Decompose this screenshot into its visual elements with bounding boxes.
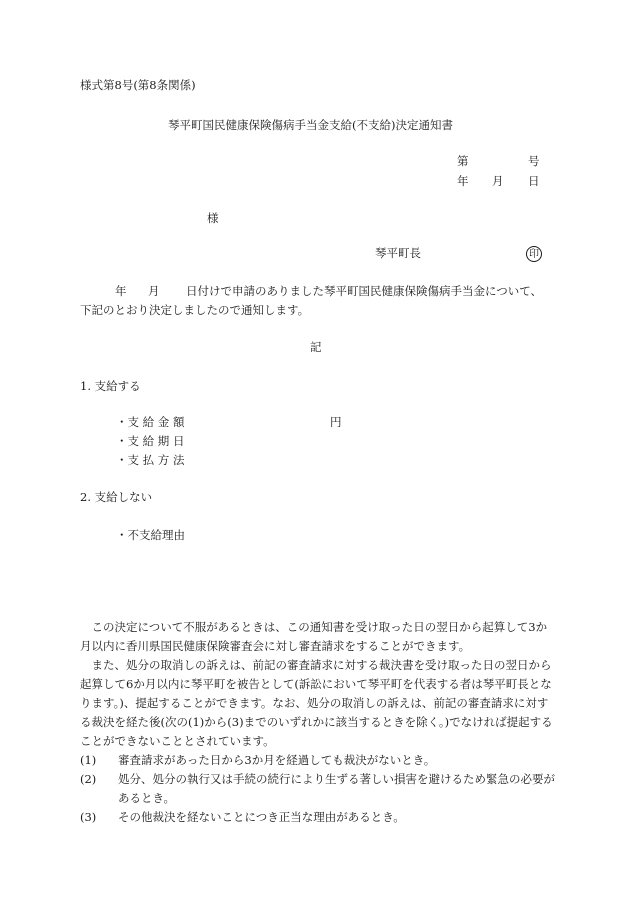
notice-block: [80, 618, 555, 827]
notice-item-text: その他裁決を経ないことにつき正当な理由があるとき。: [118, 810, 405, 824]
seal-icon: 印: [526, 246, 542, 262]
sender: 琴平町長: [375, 246, 421, 260]
date-month: 月: [492, 174, 504, 188]
payment-date-label: ・支 給 期 日: [116, 434, 185, 448]
form-label: 様式第8号(第8条関係): [80, 78, 196, 92]
intro-month: 月: [148, 284, 160, 298]
notice-item-number: (2): [80, 772, 97, 786]
intro-text-line2: 下記のとおり決定しましたので通知します。: [80, 303, 310, 317]
notice-item-number: (1): [80, 753, 97, 767]
ki-label: 記: [310, 340, 322, 354]
notice-item-text: 処分、処分の執行又は手続の続行により生ずる著しい損害を避けるため緊急の必要があるとき。: [118, 772, 555, 805]
date-day: 日: [528, 174, 540, 188]
section1-heading: 1. 支給する: [80, 379, 141, 393]
intro-text-line1: 日付けで申請のありました琴平町国民健康保険傷病手当金について、: [186, 284, 543, 298]
notice-paragraph: また、処分の取消しの訴えは、前記の審査請求に対する裁決書を受け取った日の翌日から起算して6か月以内に琴平町を被告として(訴訟において琴平町を代表する者は琴平町長となります。)、提起することができます。なお、処分の取消しの訴えは、前記の審査請求に対する裁決を経た後(次の(1)から(3)までのいずれかに該当するときを除く。)でなければ提起することができないこととされています。: [80, 658, 553, 748]
notice-item: [80, 808, 555, 827]
intro-year: 年: [115, 284, 127, 298]
notice-item: [80, 751, 555, 770]
addressee-suffix: 様: [207, 211, 219, 225]
document-title: 琴平町国民健康保険傷病手当金支給(不支給)決定通知書: [168, 118, 453, 132]
notice-item: [80, 770, 555, 808]
payment-method-label: ・支 払 方 法: [116, 453, 185, 467]
notice-item-number: (3): [80, 810, 97, 824]
non-payment-reason-label: ・不支給理由: [116, 528, 185, 542]
number-prefix: 第: [457, 154, 469, 168]
payment-amount-label: ・支 給 金 額: [116, 415, 185, 429]
notice-paragraph: この決定について不服があるときは、この通知書を受け取った日の翌日から起算して3か月以内に香川県国民健康保険審査会に対し審査請求をすることができます。: [80, 620, 548, 653]
notice-item-text: 審査請求があった日から3か月を経過しても裁決がないとき。: [118, 753, 436, 767]
yen-label: 円: [330, 415, 342, 429]
number-suffix: 号: [528, 154, 540, 168]
section2-heading: 2. 支給しない: [80, 490, 153, 504]
date-year: 年: [457, 174, 469, 188]
